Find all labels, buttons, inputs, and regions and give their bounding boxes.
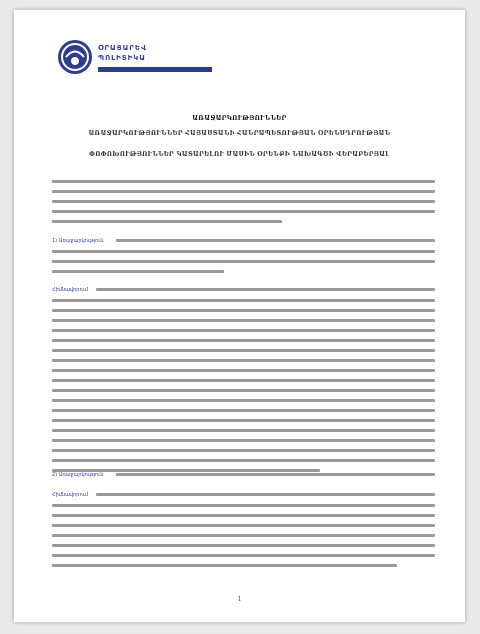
justification-1-label: Հիմնավորում bbox=[52, 287, 88, 293]
logo-text-line-1: ՕՐԱՑԱՐԵՎ bbox=[98, 44, 148, 52]
logo-underline-bar bbox=[98, 67, 212, 72]
globe-logo-icon bbox=[58, 40, 92, 74]
justification-2-label: Հիմնավորում bbox=[52, 492, 88, 498]
justification-2-paragraph bbox=[52, 490, 435, 574]
proposal-1-paragraph bbox=[52, 236, 435, 280]
justification-1-paragraph bbox=[52, 285, 435, 479]
page-number: 1 bbox=[237, 596, 242, 603]
document-subtitle-line-2: ՓՈՓՈԽՈՒԹՅՈՒՆՆԵՐ ԿԱՏԱՐԵԼՈՒ ՄԱՍԻՆ ՕՐԵՆՔԻ ՆԱԽԱԳԾԻ ՎԵՐԱԲԵՐՅԱԼ bbox=[89, 151, 390, 158]
intro-paragraph bbox=[52, 180, 435, 230]
logo-text-line-2: ՊՈԼԻՏԻԿԱ bbox=[98, 54, 146, 62]
organization-logo bbox=[58, 40, 218, 84]
proposal-2-label: 2) Առաջարկություն bbox=[52, 472, 104, 478]
proposal-1-label: 1) Առաջարկություն bbox=[52, 238, 104, 244]
document-page bbox=[14, 10, 465, 622]
document-subtitle-line-1: ԱՌԱՋԱՐԿՈՒԹՅՈՒՆՆԵՐ ՀԱՅԱՍՏԱՆԻ ՀԱՆՐԱՊԵՏՈՒԹՅԱՆ ՕՐԵՆՍԴՐՈՒԹՅԱՆ bbox=[88, 130, 391, 137]
document-title: ԱՌԱՋԱՐԿՈՒԹՅՈՒՆՆԵՐ bbox=[192, 115, 287, 122]
proposal-2-paragraph bbox=[52, 470, 435, 484]
